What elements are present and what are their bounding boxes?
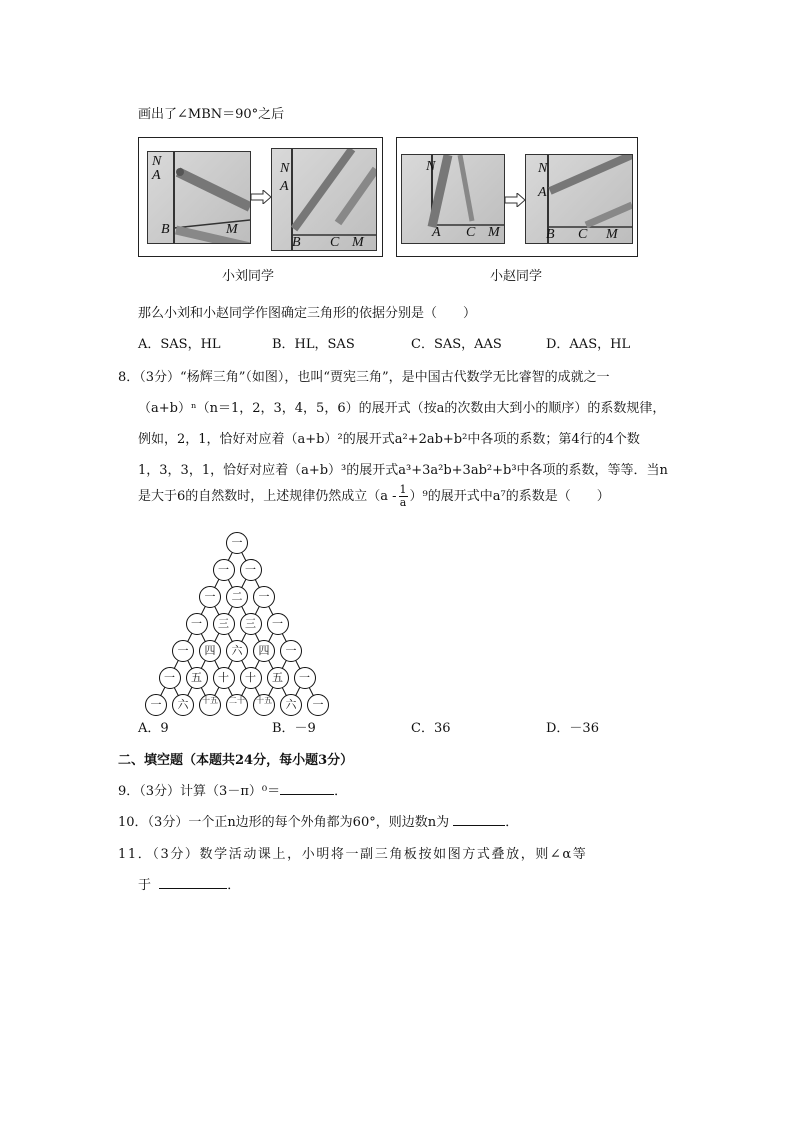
triangle-node: 五 [186, 667, 208, 689]
fraction-numerator: 1 [399, 483, 407, 496]
q8-option-d: D．－36 [546, 721, 599, 736]
q8-option-a: A．9 [138, 721, 169, 736]
arrow-right-icon [505, 193, 525, 207]
zhao-figure-frame [396, 137, 638, 257]
triangle-node: 六 [226, 640, 248, 662]
triangle-node: 五 [267, 667, 289, 689]
q10-answer-blank[interactable] [453, 813, 505, 826]
triangle-node: 一 [226, 532, 248, 554]
label-n: N [152, 154, 162, 169]
triangle-node: 一 [199, 586, 221, 608]
q10 [118, 811, 518, 830]
label-a: A [152, 168, 161, 183]
section-2-title: 二、填空题（本题共24分，每小题3分） [118, 753, 354, 768]
triangle-node: 一 [307, 694, 329, 716]
q8-line-2: （a+b）ⁿ（n＝1，2，3，4，5，6）的展开式（按a的次数由大到小的顺序）的系数规律， [138, 401, 666, 416]
triangle-node: 三 [213, 613, 235, 635]
label-n: N [280, 161, 290, 176]
fraction-one-over-a [399, 484, 408, 509]
label-c: C [466, 225, 476, 240]
triangle-node: 一 [267, 613, 289, 635]
q9 [118, 780, 347, 799]
q9-answer-blank[interactable] [280, 782, 334, 795]
q8-line-4: 1，3，3，1，恰好对应着（a+b）³的展开式a³+3a²b+3ab²+b³中各项的系数，等等．当n [138, 463, 668, 478]
q7-option-a: A．SAS，HL [138, 337, 221, 352]
q11-line-1: 11．（3分）数学活动课上，小明将一副三角板按如图方式叠放，则∠α等 [118, 847, 588, 862]
label-m: M [226, 222, 238, 237]
triangle-node: 一 [280, 640, 302, 662]
q7-intro: 画出了∠MBN＝90°之后 [138, 107, 285, 122]
label-b: B [161, 222, 170, 237]
zhao-photo-2 [525, 154, 633, 244]
q11-line-2-head: 于 [138, 878, 152, 893]
q8-line-1: 8．（3分）“杨辉三角”（如图），也叫“贾宪三角”，是中国古代数学无比睿智的成就之一 [118, 370, 610, 385]
label-n: N [426, 159, 436, 174]
triangle-node: 十五 [253, 694, 275, 716]
label-b: B [546, 227, 555, 242]
q7-question: 那么小刘和小赵同学作图确定三角形的依据分别是（ ） [138, 306, 477, 321]
q8-option-b: B．－9 [272, 721, 316, 736]
q10-tail: ． [505, 815, 519, 830]
fraction-denominator: a [399, 496, 407, 509]
yanghui-triangle [134, 522, 330, 711]
q8-option-c: C．36 [411, 721, 451, 736]
liu-photo-2 [271, 148, 377, 251]
triangle-node: 十 [213, 667, 235, 689]
label-c: C [578, 227, 588, 242]
triangle-node: 一 [240, 559, 262, 581]
triangle-node: 一 [294, 667, 316, 689]
label-a: A [432, 225, 441, 240]
q10-text: 10．（3分）一个正n边形的每个外角都为60°，则边数n为 [118, 815, 450, 830]
triangle-node: 一 [159, 667, 181, 689]
triangle-node: 十 [240, 667, 262, 689]
triangle-node: 四 [253, 640, 275, 662]
triangle-node: 一 [213, 559, 235, 581]
q11-line-2 [138, 874, 240, 893]
label-m: M [488, 225, 500, 240]
liu-figure-frame [138, 137, 383, 257]
label-a: A [538, 185, 547, 200]
q7-option-d: D．AAS，HL [546, 337, 631, 352]
q9-tail: ． [334, 784, 348, 799]
label-c: C [330, 235, 340, 250]
triangle-node: 六 [172, 694, 194, 716]
triangle-node: 四 [199, 640, 221, 662]
q11-tail: ． [227, 878, 241, 893]
label-b: B [292, 235, 301, 250]
liu-photo-1 [147, 151, 251, 244]
label-a: A [280, 179, 289, 194]
q8-line-5-tail: ）⁹的展开式中a⁷的系数是（ ） [409, 489, 610, 504]
q8-line-3: 例如，2，1，恰好对应着（a+b）²的展开式a²+2ab+b²中各项的系数；第4行的4个数 [138, 432, 640, 447]
triangle-node: 六 [280, 694, 302, 716]
triangle-node: 二 [226, 586, 248, 608]
triangle-node: 一 [253, 586, 275, 608]
q7-option-b: B．HL，SAS [272, 337, 355, 352]
triangle-node: 三 [240, 613, 262, 635]
triangle-node: 一 [145, 694, 167, 716]
q8-line-5-head: 是大于6的自然数时，上述规律仍然成立（a - [138, 489, 397, 504]
caption-liu: 小刘同学 [222, 269, 275, 284]
zhao-photo-1 [401, 154, 505, 244]
q7-option-c: C．SAS，AAS [411, 337, 502, 352]
caption-zhao: 小赵同学 [490, 269, 543, 284]
triangle-node: 一 [186, 613, 208, 635]
q8-line-5 [138, 484, 610, 509]
triangle-node: 二十 [226, 694, 248, 716]
q9-text: 9．（3分）计算（3－π）⁰＝ [118, 784, 281, 799]
arrow-right-icon [251, 190, 271, 204]
triangle-node: 十五 [199, 694, 221, 716]
label-m: M [606, 227, 618, 242]
q11-answer-blank[interactable] [159, 876, 227, 889]
triangle-node: 一 [172, 640, 194, 662]
label-m: M [352, 235, 364, 250]
label-n: N [538, 161, 548, 176]
